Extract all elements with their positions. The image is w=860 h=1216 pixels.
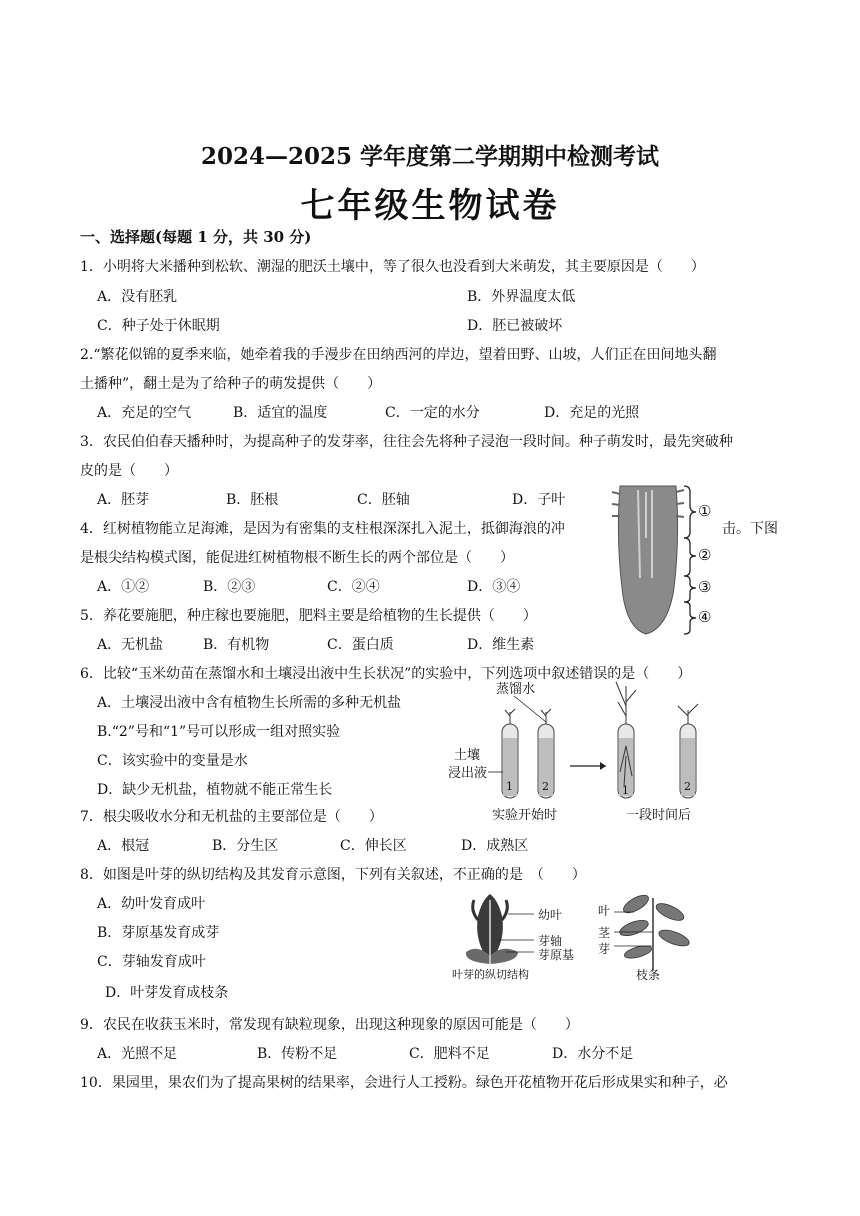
label-branch: 枝条: [636, 968, 661, 982]
q7-option-a: A．根冠: [97, 838, 150, 854]
q2-option-b: B．适宜的温度: [233, 405, 328, 421]
q1-option-a: A．没有胚乳: [97, 289, 178, 305]
q4-option-c: C．②④: [327, 579, 380, 595]
question-7-stem: 7．根尖吸收水分和无机盐的主要部位是（ ）: [80, 809, 383, 825]
q8-option-a: A．幼叶发育成叶: [97, 896, 206, 912]
label-young-leaf: 幼叶: [538, 908, 563, 922]
q7-option-c: C．伸长区: [340, 838, 407, 854]
q6-option-c: C．该实验中的变量是水: [97, 753, 248, 769]
label-later: 一段时间后: [626, 808, 692, 823]
q2-option-c: C．一定的水分: [385, 405, 480, 421]
tube-2-later: 2: [684, 780, 691, 793]
q6-option-d: D．缺少无机盐，植物就不能正常生长: [97, 782, 333, 798]
question-4-stem-line2: 是根尖结构模式图，能促进红树植物根不断生长的两个部位是（ ）: [80, 550, 514, 566]
leaf-bud-figure: [448, 890, 698, 982]
q8-option-d: D．叶芽发育成枝条: [105, 985, 229, 1001]
q7-option-b: B．分生区: [212, 838, 279, 854]
q7-option-d: D．成熟区: [461, 838, 529, 854]
q6-option-b: B.“2”号和“1”号可以形成一组对照实验: [97, 724, 341, 740]
root-tip-figure: [608, 478, 722, 638]
q5-option-a: A．无机盐: [97, 637, 164, 653]
q1-option-c: C．种子处于休眠期: [97, 318, 220, 334]
label-start: 实验开始时: [492, 808, 558, 823]
exam-title: 2024—2025 学年度第二学期期中检测考试: [200, 143, 660, 170]
label-bud-primordium: 芽原基: [538, 948, 575, 962]
q5-option-d: D．维生素: [467, 637, 535, 653]
q9-option-c: C．肥料不足: [409, 1046, 490, 1062]
label-leaf: 叶: [598, 904, 611, 918]
label-soil-extract: 浸出液: [448, 766, 488, 781]
label-stem: 茎: [598, 926, 611, 940]
q3-option-b: B．胚根: [226, 492, 279, 508]
question-2-stem-line2: 土播种”，翻土是为了给种子的萌发提供（ ）: [80, 376, 382, 392]
root-label-4: ④: [698, 608, 712, 626]
label-bud: 芽: [598, 942, 611, 956]
question-3-stem-line2: 皮的是（ ）: [80, 463, 178, 479]
question-4-stem-tail: 击。下图: [722, 521, 778, 537]
q2-option-d: D．充足的光照: [544, 405, 640, 421]
question-3-stem-line1: 3．农民伯伯春天播种时，为提高种子的发芽率，往往会先将种子浸泡一段时间。种子萌发时，最先突破种: [80, 434, 733, 450]
question-8-stem: 8．如图是叶芽的纵切结构及其发育示意图，下列有关叙述，不正确的是 （ ）: [80, 867, 586, 883]
tube-1-later: 1: [622, 784, 629, 797]
question-1-stem: 1．小明将大米播种到松软、潮湿的肥沃土壤中，等了很久也没看到大米萌发，其主要原因是（ ）: [80, 259, 705, 275]
q9-option-a: A．光照不足: [97, 1046, 178, 1062]
q4-option-d: D．③④: [467, 579, 521, 595]
question-2-stem-line1: 2.“繁花似锦的夏季来临，她牵着我的手漫步在田纳西河的岸边，望着田野、山坡，人们正在田间地头翻: [80, 347, 717, 363]
label-distilled-water: 蒸馏水: [496, 682, 536, 697]
label-bud-axis: 芽轴: [538, 934, 563, 948]
q4-option-a: A．①②: [97, 579, 150, 595]
question-4-stem-line1: 4．红树植物能立足海滩，是因为有密集的支柱根深深扎入泥土，抵御海浪的冲: [80, 521, 565, 537]
q4-option-b: B．②③: [203, 579, 256, 595]
q3-option-c: C．胚轴: [357, 492, 410, 508]
label-soil: 土壤: [454, 748, 481, 763]
q3-option-d: D．子叶: [512, 492, 566, 508]
q5-option-b: B．有机物: [203, 637, 270, 653]
q2-option-a: A．充足的空气: [97, 405, 192, 421]
tube-2-start: 2: [542, 780, 549, 793]
question-5-stem: 5．养花要施肥，种庄稼也要施肥，肥料主要是给植物的生长提供（ ）: [80, 608, 537, 624]
exam-subtitle: 七年级生物试卷: [300, 186, 560, 226]
root-label-1: ①: [698, 502, 712, 520]
experiment-figure: [448, 676, 708, 826]
tube-1-start: 1: [506, 780, 513, 793]
q6-option-a: A．土壤浸出液中含有植物生长所需的多种无机盐: [97, 695, 402, 711]
question-10-stem: 10．果园里，果农们为了提高果树的结果率，会进行人工授粉。绿色开花植物开花后形成果实和种子，必: [80, 1075, 728, 1091]
root-label-2: ②: [698, 546, 712, 564]
q1-option-d: D．胚已被破坏: [467, 318, 563, 334]
q8-option-b: B．芽原基发育成芽: [97, 925, 220, 941]
q3-option-a: A．胚芽: [97, 492, 150, 508]
label-bud-section: 叶芽的纵切结构: [452, 968, 529, 981]
q1-option-b: B．外界温度太低: [467, 289, 576, 305]
question-9-stem: 9．农民在收获玉米时，常发现有缺粒现象，出现这种现象的原因可能是（ ）: [80, 1017, 579, 1033]
q9-option-d: D．水分不足: [552, 1046, 634, 1062]
question-6-stem: 6．比较“玉米幼苗在蒸馏水和土壤浸出液中生长状况”的实验中，下列选项中叙述错误的是（ ）: [80, 666, 692, 682]
root-label-3: ③: [698, 578, 712, 596]
q8-option-c: C．芽轴发育成叶: [97, 954, 206, 970]
section-heading: 一、选择题(每题 1 分，共 30 分): [80, 228, 312, 246]
q9-option-b: B．传粉不足: [257, 1046, 338, 1062]
q5-option-c: C．蛋白质: [327, 637, 394, 653]
